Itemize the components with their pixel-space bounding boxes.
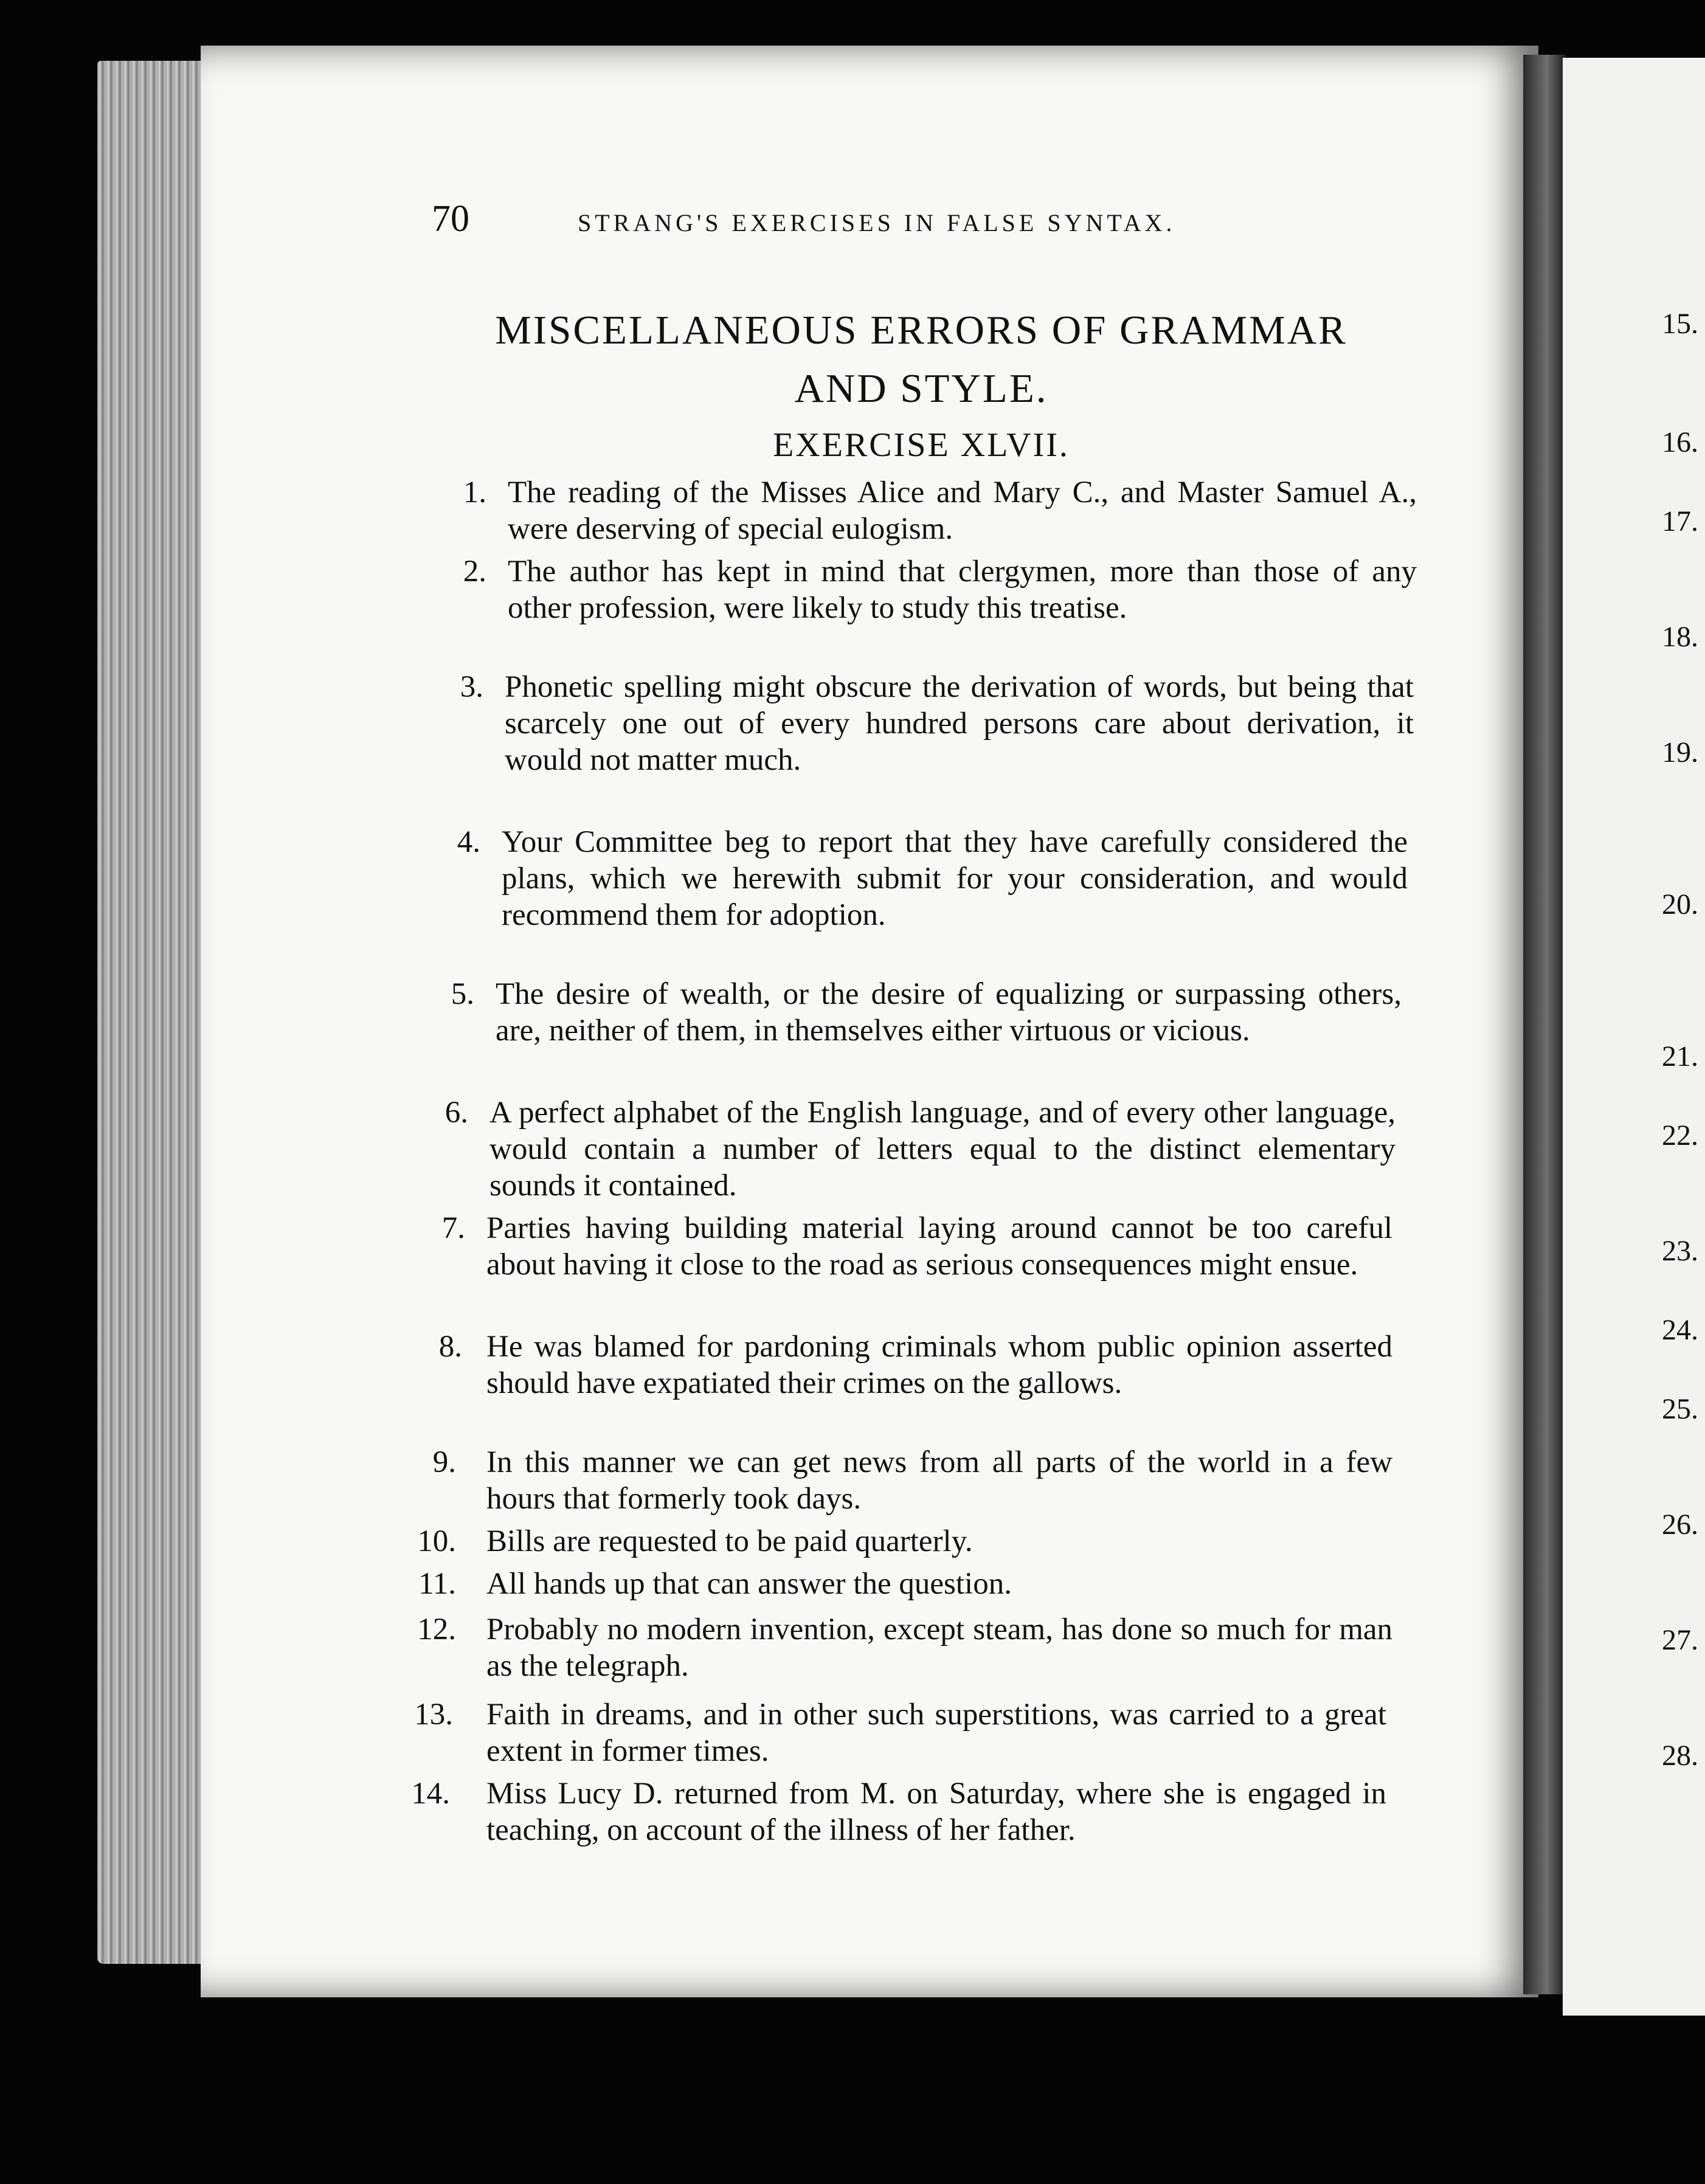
running-head: STRANG'S EXERCISES IN FALSE SYNTAX. bbox=[578, 209, 1176, 237]
item-text-content: A perfect alphabet of the English language, and of every other language, would contain a number of letters equal to the distinct elementary sounds it contained. bbox=[489, 1096, 1395, 1203]
facing-page-number: 28. bbox=[1662, 1740, 1698, 1772]
facing-page-number: 27. bbox=[1662, 1624, 1698, 1656]
item-number: 3. bbox=[460, 670, 483, 704]
item-text-content: The desire of wealth, or the desire of equalizing or surpassing others, are, neither of them, in themselves either virtuous or vicious. bbox=[496, 977, 1402, 1048]
exercise-heading: EXERCISE XLVII. bbox=[773, 426, 1070, 464]
item-text bbox=[486, 1775, 1386, 1848]
item-text-content: The author has kept in mind that clergymen, more than those of any other profession, were likely to study this treatise. bbox=[508, 555, 1417, 625]
item-text-content: Probably no modern invention, except steam, has done so much for man as the telegraph. bbox=[486, 1612, 1392, 1683]
item-number: 6. bbox=[444, 1096, 468, 1130]
item-text bbox=[508, 553, 1417, 626]
item-text bbox=[486, 1523, 1392, 1560]
item-number: 8. bbox=[438, 1330, 462, 1364]
section-title-line: AND STYLE. bbox=[794, 366, 1048, 411]
section-title-line: MISCELLANEOUS ERRORS OF GRAMMAR bbox=[495, 308, 1347, 353]
book-page-edges bbox=[97, 61, 207, 1964]
facing-page-number: 22. bbox=[1662, 1119, 1698, 1152]
facing-page-number: 18. bbox=[1662, 621, 1698, 653]
facing-page-number: 17. bbox=[1662, 505, 1698, 537]
item-text bbox=[486, 1444, 1392, 1517]
item-text-content: All hands up that can answer the question. bbox=[486, 1567, 1012, 1601]
item-text-content: He was blamed for pardoning criminals whom public opinion asserted should have expatiated their crimes on the gallows. bbox=[486, 1330, 1392, 1400]
item-text-content: Phonetic spelling might obscure the derivation of words, but being that scarcely one out of every hundred persons care about derivation, it would not matter much. bbox=[505, 670, 1414, 777]
facing-page bbox=[1563, 58, 1705, 2016]
item-text bbox=[489, 1094, 1395, 1204]
item-text bbox=[486, 1566, 1392, 1602]
facing-page-number: 20. bbox=[1662, 888, 1698, 921]
item-text-content: Miss Lucy D. returned from M. on Saturday, where she is engaged in teaching, on account of the illness of her father. bbox=[486, 1777, 1386, 1847]
item-number: 12. bbox=[417, 1612, 456, 1647]
facing-page-number: 19. bbox=[1662, 736, 1698, 769]
item-number: 1. bbox=[463, 475, 486, 510]
item-number: 2. bbox=[463, 555, 486, 589]
facing-page-number: 21. bbox=[1662, 1040, 1698, 1073]
item-text bbox=[486, 1329, 1392, 1401]
item-text bbox=[502, 824, 1408, 933]
page-header bbox=[432, 198, 1283, 246]
item-number: 7. bbox=[441, 1211, 465, 1245]
item-number: 9. bbox=[432, 1445, 456, 1479]
item-text bbox=[486, 1696, 1386, 1769]
facing-page-number: 25. bbox=[1662, 1393, 1698, 1425]
facing-page-number: 15. bbox=[1662, 308, 1698, 340]
item-number: 14. bbox=[411, 1777, 450, 1811]
facing-page-number: 16. bbox=[1662, 426, 1698, 458]
facing-page-number: 26. bbox=[1662, 1508, 1698, 1541]
item-text bbox=[486, 1210, 1392, 1283]
item-text bbox=[505, 669, 1414, 778]
item-number: 4. bbox=[457, 825, 480, 859]
item-text-content: Parties having building material laying around cannot be too careful about having it close to the road as serious consequences might ensue. bbox=[486, 1211, 1392, 1282]
item-number: 13. bbox=[414, 1698, 453, 1732]
item-number: 11. bbox=[418, 1567, 456, 1601]
facing-page-number: 23. bbox=[1662, 1235, 1698, 1267]
item-text bbox=[486, 1611, 1392, 1684]
item-number: 5. bbox=[451, 977, 474, 1011]
section-title bbox=[426, 301, 1417, 418]
item-text-content: The reading of the Misses Alice and Mary C., and Master Samuel A., were deserving of special eulogism. bbox=[508, 475, 1417, 546]
item-text-content: Bills are requested to be paid quarterly. bbox=[486, 1524, 973, 1558]
book-gutter bbox=[1523, 55, 1566, 1994]
page-number: 70 bbox=[432, 198, 469, 240]
facing-page-number: 24. bbox=[1662, 1314, 1698, 1346]
item-text bbox=[508, 474, 1417, 547]
item-text bbox=[496, 976, 1402, 1049]
item-text-content: Your Committee beg to report that they have carefully considered the plans, which we herewith submit for your consideration, and would recommend them for adoption. bbox=[502, 825, 1408, 932]
item-number: 10. bbox=[417, 1524, 456, 1558]
item-text-content: Faith in dreams, and in other such superstitions, was carried to a great extent in former times. bbox=[486, 1698, 1386, 1768]
item-text-content: In this manner we can get news from all parts of the world in a few hours that formerly took days. bbox=[486, 1445, 1392, 1516]
